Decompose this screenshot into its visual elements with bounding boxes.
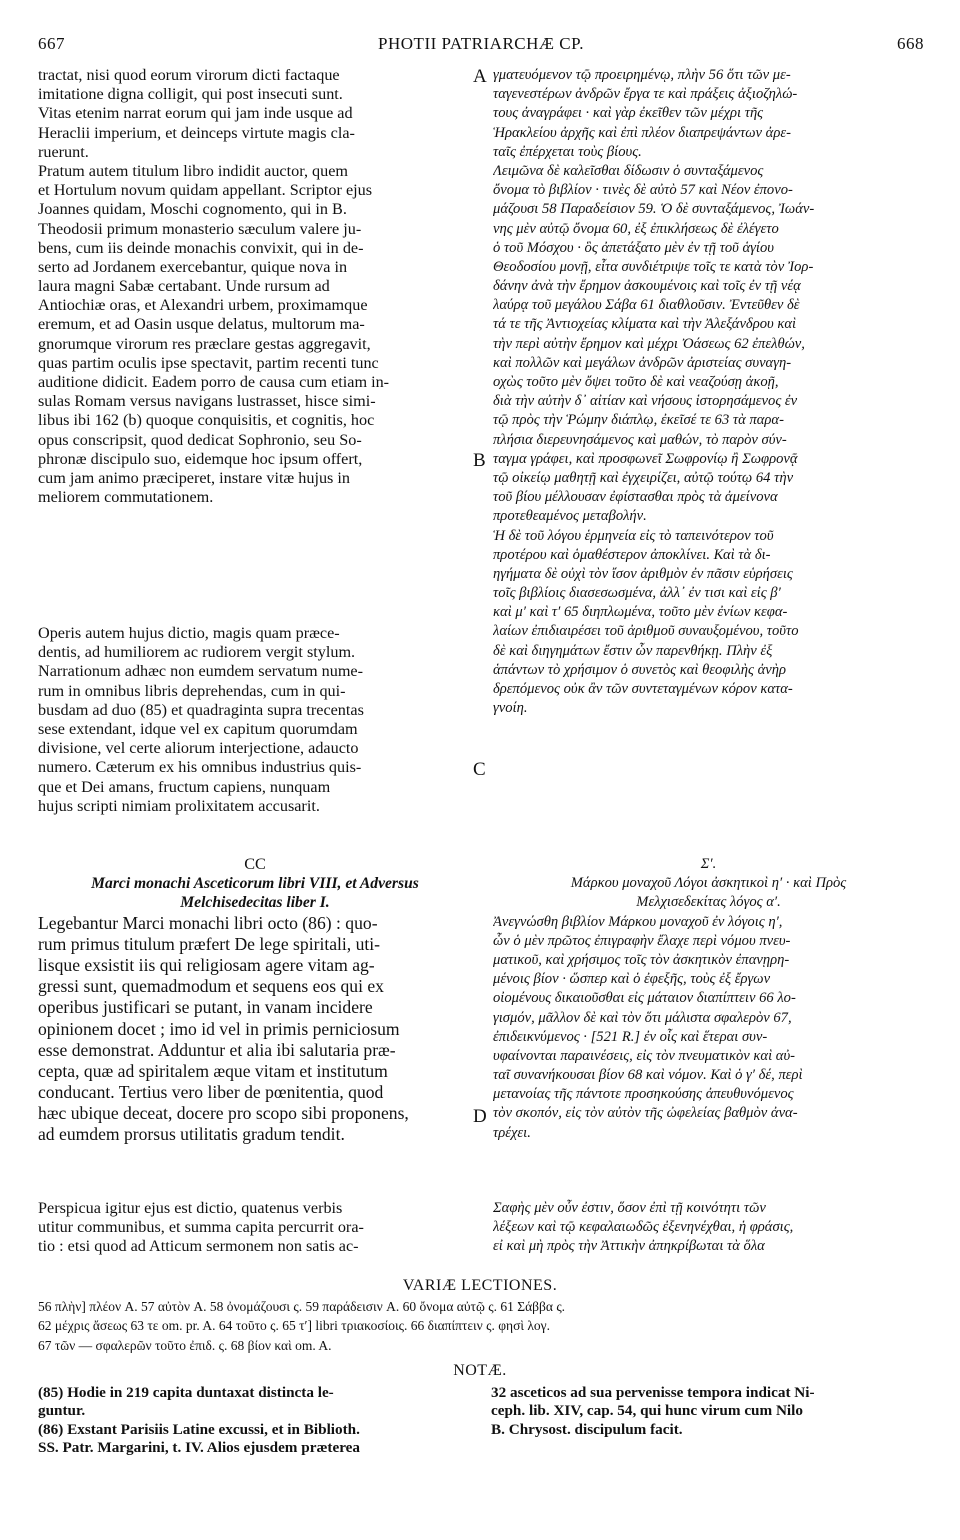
latin-text-line: cum jam animo præciperet, instare vitæ hujus in xyxy=(38,468,350,487)
greek-text-line: τῷ οἰκείῳ μαθητῇ καὶ ἐγχειρίζει, αὐτῷ τούτῳ 64 τὴν xyxy=(493,469,794,486)
greek-text-line: ταγμα γράφει, καὶ προσφωνεῖ Σωφρονίῳ ἢ Σωφρονᾷ xyxy=(493,450,798,467)
greek-text-line: δρεπόμενος οὐκ ἂν τῶν συντεταγμένων κόρον κατα- xyxy=(493,681,793,697)
latin-text-line: operibus justificari se putant, in vanam incidere xyxy=(38,997,373,1018)
greek-text-line: τὴν περὶ αὐτὴν ἔρημον καὶ μέχρι Ὀάσεως 62 ἐπελθών, xyxy=(493,335,805,352)
greek-text-line: πλήσια διερευνησάμενος καὶ μαθών, τὸ παρὸν σύν- xyxy=(493,431,787,448)
greek-text-line: καὶ μ′ καὶ τ′ 65 διηπλωμένα, τοῦτο μὲν ἐνίων κεφα- xyxy=(493,604,788,621)
latin-text-line: CC xyxy=(244,855,266,873)
greek-text-line: λέξεων καὶ τῷ κεφαλαιωδῶς ἐξενηνέχθαι, ἡ φράσις, xyxy=(493,1219,794,1236)
notes-right-column xyxy=(491,1384,923,1439)
greek-text-line: υφαίνονται παραινέσεις, εἰς τὸν πνευματικὸν καὶ αὐ- xyxy=(493,1047,796,1064)
greek-text-line: τὸν σκοπόν, εἰς τὸν αὐτὸν τῆς ὠφελείας βαθμὸν ἀνα- xyxy=(493,1105,798,1122)
latin-text-line: hæc ubique deceat, docere pro scopo sibi proponens, xyxy=(38,1103,409,1124)
greek-text-line: γματευόμενον τῷ προειρημένῳ, πλὴν 56 ὅτι τῶν με- xyxy=(493,67,791,83)
latin-text-line: sulas Romam versus navigans lustrasset, hisce simi- xyxy=(38,392,376,411)
variae-lectiones xyxy=(38,1297,924,1355)
latin-text-line: Heraclii imperium, et deinceps virtute magis cla- xyxy=(38,123,355,142)
greek-text-line: ταγενεστέρων ἀνδρῶν ἔργα τε καὶ πράξεις ἀξιοζηλώ- xyxy=(493,86,798,103)
latin-text-line: libus ibi 162 (b) quoque conquisitis, et cognitis, hoc xyxy=(38,411,375,430)
latin-text-line: numero. Cæterum ex his omnibus industrius quis- xyxy=(38,758,362,777)
latin-text-line: hujus scripti nimiam prolixitatem accusarit. xyxy=(38,796,320,815)
greek-text-line: Ἡρακλείου ἀρχῆς καὶ ἐπὶ πλέον διαπρεψάντων ἀρε- xyxy=(493,124,791,141)
greek-text-line: δάνην ἀνὰ τὴν ἔρημον ἀσκουμένοις καὶ τοῖς ἐν τῇ νέᾳ xyxy=(493,278,801,295)
latin-text-line: auditione didicit. Eadem porro de causa cum etiam in- xyxy=(38,373,390,391)
greek-text-line: Λειμῶνα δὲ καλεῖσθαι δίδωσιν ὁ συνταξάμενος xyxy=(493,162,764,179)
latin-text-line: gressi sunt, quemadmodum et sequens eos qui ex xyxy=(38,976,384,997)
note-line: B. Chrysost. discipulum facit. xyxy=(491,1420,683,1438)
greek-text-line: Σαφὴς μὲν οὖν ἐστιν, ὅσον ἐπὶ τῇ κοινότητι τῶν xyxy=(493,1200,766,1216)
greek-text-line: δὲ καὶ διηγημάτων ἔστιν ὧν παρενθήκῃ. Πλὴν ἐξ xyxy=(493,642,773,659)
latin-text-line: phronæ discipulo suo, eidemque hoc ipsum offert, xyxy=(38,449,363,468)
greek-text-line: οἰομένους δικαιοῦσθαι εἰς μάταιον διαπίπτειν 66 λο- xyxy=(493,990,796,1007)
greek-text-line: οχὼς τοῦτο μὲν ὄψει τοῦτο δὲ καὶ νεαζούσῃ ἀκοῇ, xyxy=(493,374,779,390)
latin-text-line: ruerunt. xyxy=(38,142,89,161)
greek-text-line: Θεοδοσίου μονῇ, εἶτα συνδιέτριψε τοῖς τε κατὰ τὸν Ἰορ- xyxy=(493,258,814,275)
note-line: guntur. xyxy=(38,1402,86,1420)
greek-text-line: Ἀνεγνώσθη βιβλίον Μάρκου μοναχοῦ ἐν λόγοις η′, xyxy=(493,913,783,930)
latin-text-line: Vitas etenim narrat eorum qui jam inde usque ad xyxy=(38,104,353,123)
page-header xyxy=(38,34,924,60)
latin-column-part-d xyxy=(38,1199,472,1257)
note-line: ceph. lib. XIV, cap. 54, qui hunc virum cum Nilo xyxy=(491,1402,803,1420)
latin-text-line: tio : etsi quod ad Atticum sermonem non satis ac- xyxy=(38,1237,359,1256)
greek-text-line: ἁπάντων τὸ χρήσιμον ὁ συνετὸς καὶ θεοφιλὴς ἀνὴρ xyxy=(493,661,786,678)
latin-text-line: Marci monachi Asceticorum libri VIII, et Adversus xyxy=(91,875,419,893)
note-line: (86) Exstant Parisiis Latine excussi, et in Biblioth. xyxy=(38,1420,360,1438)
greek-text-line: Σ′. xyxy=(700,856,717,872)
greek-text-line: λαύρᾳ τοῦ μεγάλου Σάβα 61 διαθλοῦσιν. Ἐντεῦθεν δὲ xyxy=(493,297,800,314)
latin-text-line: opinionem docet ; imo id vel in primis perniciosum xyxy=(38,1018,400,1039)
latin-text-line: Legebantur Marci monachi libri octo (86) : quo- xyxy=(38,912,378,933)
greek-text-line: μετανοίας τῆς πάντοτε προσηκούσης ἀπευθυνόμενος xyxy=(493,1086,794,1103)
greek-text-line: εἰ καὶ μὴ πρὸς τὴν Ἀττικὴν ἀπηκρίβωται τὰ ὅλα xyxy=(493,1238,765,1255)
note-line: SS. Patr. Margarini, t. IV. Alios ejusdem præterea xyxy=(38,1439,361,1457)
greek-text-line: καὶ πολλῶν καὶ μεγάλων ἀνδρῶν ἀριστείας συναγη- xyxy=(493,354,792,371)
note-line: (85) Hodie in 219 capita duntaxat distincta le- xyxy=(38,1384,334,1401)
latin-text-line: et Hortulum novum quidam appellant. Scriptor ejus xyxy=(38,181,373,200)
latin-text-line: utitur communibus, et summa capita percurrit ora- xyxy=(38,1218,364,1237)
greek-text-line: λαίων ἐπιδιαιρέσει τοῦ ἀριθμοῦ συναυξομένου, τοῦτο xyxy=(493,623,799,640)
greek-column-part-a xyxy=(493,66,924,718)
variant-reading-line: 56 πλὴν] πλέον A. 57 αὐτὸν A. 58 ὀνομάζουσι ς. 59 παράδεισιν A. 60 ὄνομα αὐτῷ ς. 61 Σάββα ς. xyxy=(38,1299,566,1314)
latin-text-line: Joannes quidam, Moschi cognomento, qui in B. xyxy=(38,200,347,219)
variant-reading-line: 67 τῶν — σφαλερῶν τοῦτο ἐπιδ. ς. 68 βίον καὶ om. A. xyxy=(38,1337,332,1353)
notes-left-column xyxy=(38,1384,472,1458)
greek-text-line: ηγήματα δὲ οὐχὶ τὸν ἴσον ἀριθμὸν ἐν πᾶσιν εὑρήσεις xyxy=(493,565,793,582)
latin-text-line: cepta, quæ ad spiritalem æque vitam et institutum xyxy=(38,1060,388,1081)
latin-text-line: dentis, ad humiliorem ac rudiorem vergit stylum. xyxy=(38,643,356,662)
greek-text-line: τους ἀναγράφει · καὶ γὰρ ἐκεῖθεν τῶν μέχρι τῆς xyxy=(493,105,764,122)
latin-text-line: rum primus titulum præfert De lege spiritali, uti- xyxy=(38,933,381,954)
latin-text-line: bens, cum iis deinde monachis convixit, qui in de- xyxy=(38,238,364,257)
margin-marker-d: D xyxy=(473,1106,487,1127)
page-number-right: 668 xyxy=(897,34,924,53)
greek-text-line: ὧν ὁ μὲν πρῶτος ἐπιγραφὴν ἔλαχε περὶ νόμου πνευ- xyxy=(493,932,791,949)
greek-text-line: μένοις βίον · ὥσπερ καὶ ὁ ἐφεξῆς, τοὺς ἐξ ἔργων xyxy=(493,971,771,988)
latin-column-section-cc xyxy=(38,855,472,1146)
latin-text-line: busdam ad duo (85) et quadraginta supra trecentas xyxy=(38,700,364,719)
note-line: 32 asceticos ad sua pervenisse tempora indicat Ni- xyxy=(491,1384,815,1401)
latin-text-line: Operis autem hujus dictio, magis quam præce- xyxy=(38,624,340,642)
greek-text-line: Ἡ δὲ τοῦ λόγου ἑρμηνεία εἰς τὸ ταπεινότερον τοῦ xyxy=(493,527,774,544)
greek-column-section-sigma xyxy=(493,855,924,1143)
latin-text-line: tractat, nisi quod eorum virorum dicti factaque xyxy=(38,66,340,84)
margin-marker-a: A xyxy=(473,66,487,87)
greek-text-line: διὰ τὴν αὐτὴν δ᾽ αἰτίαν καὶ νήσους ἱστορησάμενος ἐν xyxy=(493,393,798,410)
greek-text-line: ἐπιδεικνύμενος · [521 R.] ἐν οἷς καὶ ἕτεραι συν- xyxy=(493,1028,768,1045)
latin-text-line: Antiochiæ oras, et Alexandri urbem, proximamque xyxy=(38,296,368,315)
latin-text-line: eremum, et ad Oasin usque delatus, multorum ma- xyxy=(38,315,365,334)
greek-text-line: προτέρου καὶ ὁμαθέστερον ἀποκλίνει. Καὶ τὰ δι- xyxy=(493,546,771,563)
margin-marker-c: C xyxy=(473,759,486,780)
greek-text-line: Μάρκου μοναχοῦ Λόγοι ἀσκητικοὶ η′ · καὶ Πρὸς xyxy=(570,875,847,892)
greek-text-line: τοῖς βιβλίοις διασεσωσμένα, ἀλλ᾽ ἐν τισι καὶ εἰς β′ xyxy=(493,585,781,602)
greek-text-line: ματικοῦ, καὶ χρήσιμος τοῖς τὸν ἀσκητικὸν ἐπανῃρη- xyxy=(493,951,790,968)
greek-text-line: ταῖ συνανήκουσαι βίον 68 καὶ νόμον. Καὶ ὁ γ′ δέ, περὶ xyxy=(493,1067,803,1084)
latin-text-line: rum in omnibus libris deprehendas, cum in qui- xyxy=(38,681,346,700)
latin-column-part-b xyxy=(38,624,472,816)
latin-text-line: Theodosii primum monasterio sæculum valere ju- xyxy=(38,219,362,238)
margin-marker-b: B xyxy=(473,450,486,471)
latin-text-line: lisque exsistit iis qui religiosam agere vitam ag- xyxy=(38,954,375,975)
greek-text-line: νης μὲν αὐτῷ ὄνομα 60, ἐξ ἐπικλήσεως δὲ ἐλέγετο xyxy=(493,220,779,237)
notae-title: NOTÆ. xyxy=(453,1362,507,1379)
page-number-left: 667 xyxy=(38,34,65,53)
latin-text-line: gnorumque virorum res præclare gestas aggregavit, xyxy=(38,334,371,353)
greek-text-line: γισμόν, μᾶλλον δὲ καὶ τὸν ὅτι μάλιστα σφαλερὸν 67, xyxy=(493,1009,792,1026)
latin-text-line: ad eumdem prorsus utilitatis gradum tendit. xyxy=(38,1124,345,1145)
latin-text-line: Melchisedecitas liber I. xyxy=(180,894,330,912)
latin-text-line: Perspicua igitur ejus est dictio, quatenus verbis xyxy=(38,1199,343,1217)
latin-text-line: quas partim oculis ipse spectavit, partim recenti tunc xyxy=(38,353,379,372)
running-title: PHOTII PATRIARCHÆ CP. xyxy=(378,34,584,53)
greek-text-line: Μελχισεδεκίτας λόγος α′. xyxy=(636,894,781,911)
latin-text-line: sese extendant, idque vel ex capitum quorumdam xyxy=(38,719,358,738)
greek-text-line: ὄνομα τὸ βιβλίον · τινὲς δὲ αὐτὸ 57 καὶ Νέον ἐπονο- xyxy=(493,182,793,199)
greek-text-line: τῷ πρὸς τὴν Ῥώμην διάπλῳ, ἐκεῖσέ τε 63 τὰ παρα- xyxy=(493,412,784,429)
variant-reading-line: 62 μέχρις ἄσεως 63 τε om. pr. A. 64 τοῦτο ς. 65 τ′] libri τριακοσίοις. 66 διαπίπτειν ς. φησὶ λογ. xyxy=(38,1318,551,1334)
greek-column-part-d xyxy=(493,1199,924,1257)
latin-text-line: serto ad Jordanem exercebantur, quique nova in xyxy=(38,257,348,276)
variae-lectiones-title: VARIÆ LECTIONES. xyxy=(402,1277,558,1294)
latin-text-line: divisione, vel certe aliorum interjectione, adaucto xyxy=(38,739,359,758)
latin-text-line: laura magni Sabæ certabant. Unde rursum ad xyxy=(38,277,330,296)
latin-text-line: esse demonstrat. Adduntur et alia ibi salutaria præ- xyxy=(38,1039,396,1060)
greek-text-line: ὁ τοῦ Μόσχου · ὃς ἀπετάξατο μὲν ἐν τῇ τοῦ ἁγίου xyxy=(493,239,774,256)
greek-text-line: μάζουσι 58 Παραδείσιον 59. Ὁ δὲ συνταξάμενος, Ἰωάν- xyxy=(493,201,815,218)
greek-text-line: τρέχει. xyxy=(493,1124,531,1141)
latin-text-line: que et Dei amans, fructum capiens, nunquam xyxy=(38,777,331,796)
latin-text-line: Narrationum adhæc non eumdem servatum nume- xyxy=(38,662,364,681)
greek-text-line: προτεθεαμένος μεταβολήν. xyxy=(493,508,647,525)
greek-text-line: τοῦ βίου μέλλουσαν ἐφίστασθαι πρὸς τὰ ἀμείνονα xyxy=(493,489,778,506)
latin-text-line: meliorem commutationem. xyxy=(38,488,214,507)
greek-text-line: τά τε τῆς Ἀντιοχείας κλίματα καὶ τὴν Ἀλεξάνδρου καὶ xyxy=(493,316,797,333)
greek-text-line: γνοίη. xyxy=(493,700,528,717)
latin-text-line: Pratum autem titulum libro indidit auctor, quem xyxy=(38,161,349,180)
latin-text-line: opus conscripsit, quod dedicat Sophronio, seu So- xyxy=(38,430,362,449)
latin-column-part-a xyxy=(38,66,472,507)
greek-text-line: ταῖς ἐπέρχεται τοὺς βίους. xyxy=(493,143,642,160)
latin-text-line: conducant. Tertius vero liber de pœnitentia, quod xyxy=(38,1082,384,1103)
latin-text-line: imitatione digna colligit, qui post insecuti sunt. xyxy=(38,85,343,104)
